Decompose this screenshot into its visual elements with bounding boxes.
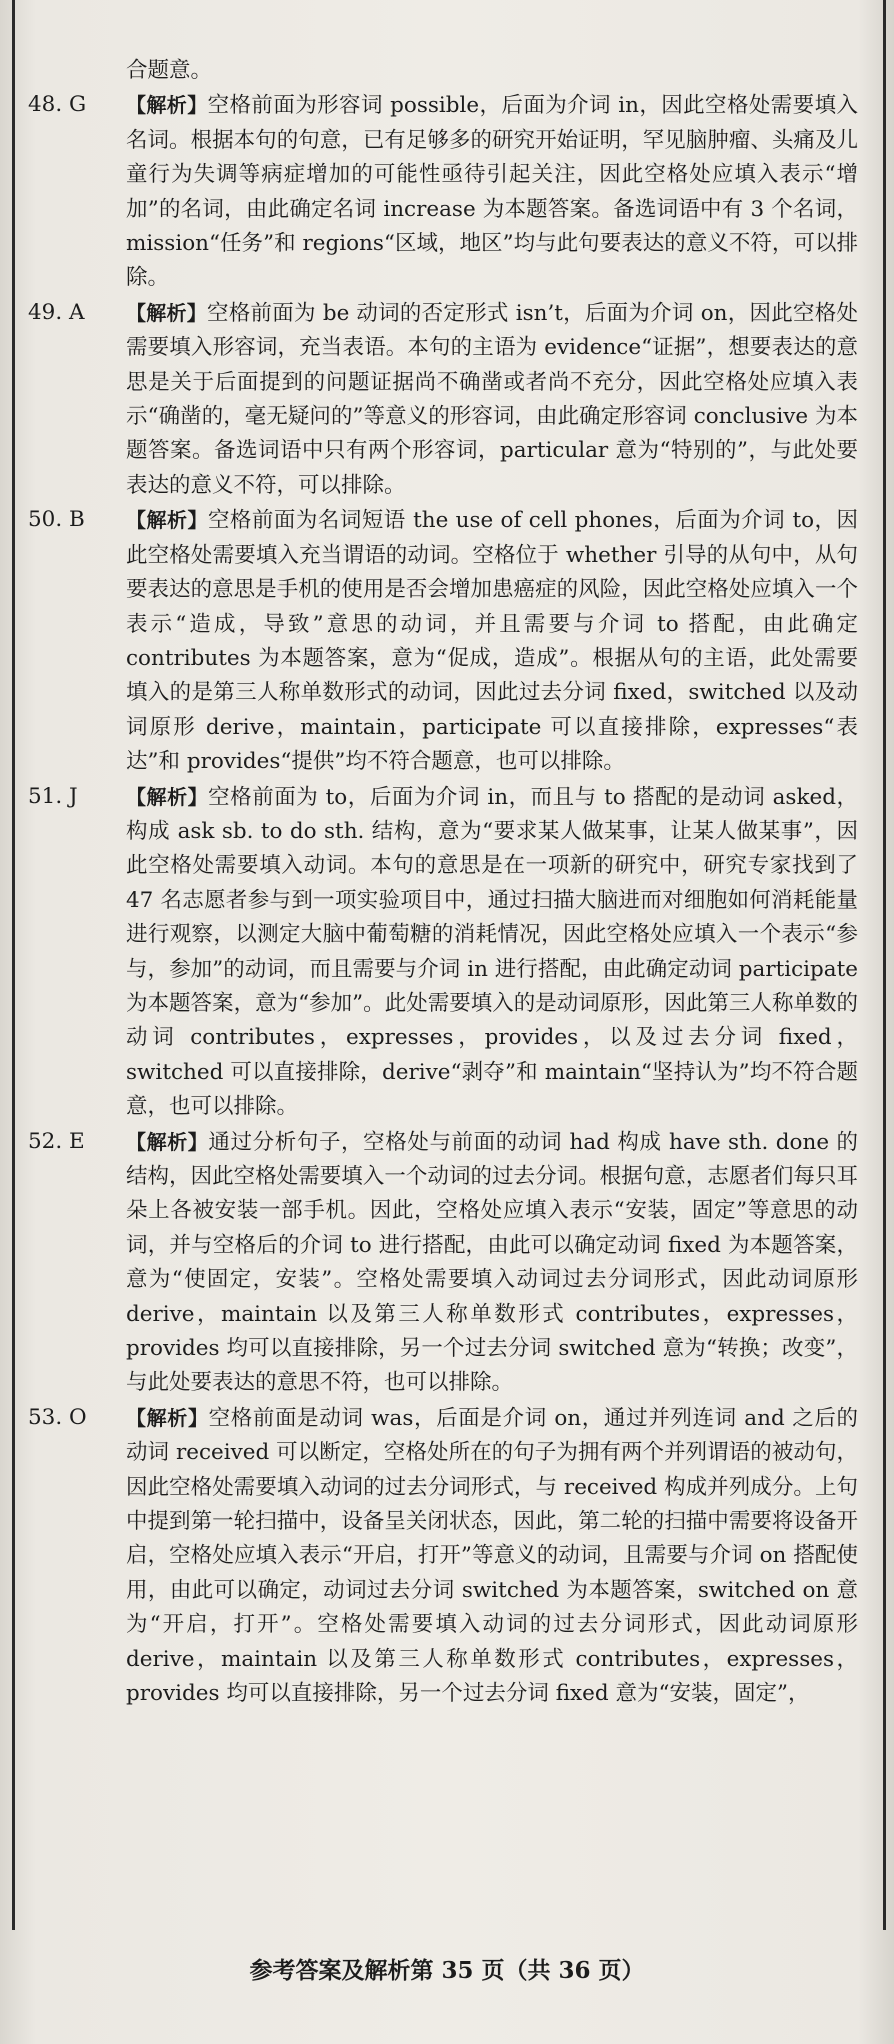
answer-explanations — [28, 54, 858, 1712]
continued-text: 合题意。 — [126, 58, 213, 83]
analysis-tag: 【解析】 — [126, 93, 208, 118]
explanation-text: 通过分析句子，空格处与前面的动词 had 构成 have sth. done 的结构，因此空格处需要填入一个动词的过去分词。根据句意，志愿者们每只耳朵上各被安装一部手机。因此，空格处应填入表示“安装，固定”等意思的动词，并与空格后的介词 to 进行搭配，由此可以确定动词 fixed 为本题答案，意为“使固定，安装”。空格处需要填入动词过去分词形式，因此动词原形 derive，maintain 以及第三人称单数形式 contributes，expresses，provides 均可以直接排除，另一个过去分词 switched 意为“转换；改变”，与此处要表达的意思不符，也可以排除。 — [126, 1129, 859, 1396]
left-margin-rule — [12, 0, 15, 1930]
answer-item-52 — [28, 1125, 858, 1401]
right-margin-rule — [883, 0, 886, 1930]
explanation-text: 空格前面为 to，后面为介词 in，而且与 to 搭配的是动词 asked，构成 ask sb. to do sth. 结构，意为“要求某人做某事，让某人做某事”，因此空格处需要填入动词。本句的意思是在一项新的研究中，研究专家找到了 47 名志愿者参与到一项实验项目中，通过扫描大脑进而对细胞如何消耗能量进行观察，以测定大脑中葡萄糖的消耗情况，因此空格处应填入一个表示“参与，参加”的动词，而且需要与介词 in 进行搭配，由此确定动词 participate 为本题答案，意为“参加”。此处需要填入的是动词原形，因此第三人称单数的动词 contributes，expresses，provides，以及过去分词 fixed，switched 可以直接排除，derive“剥夺”和 maintain“坚持认为”均不符合题意，也可以排除。 — [126, 784, 859, 1120]
answer-item-49 — [28, 296, 858, 503]
analysis-tag: 【解析】 — [126, 1129, 209, 1154]
answer-explanation — [126, 1125, 858, 1401]
answer-item-51 — [28, 780, 858, 1125]
answer-explanation — [126, 503, 858, 779]
analysis-tag: 【解析】 — [126, 1405, 209, 1430]
answer-item-48 — [28, 88, 858, 295]
answer-explanation — [126, 1401, 858, 1712]
page-footer: 参考答案及解析第 35 页（共 36 页） — [249, 1957, 645, 1984]
explanation-text: 空格前面是动词 was，后面是介词 on，通过并列连词 and 之后的动词 received 可以断定，空格处所在的句子为拥有两个并列谓语的被动句，因此空格处需要填入动词的过去分词形式，与 received 构成并列成分。上句中提到第一轮扫描中，设备呈关闭状态，因此，第二轮的扫描中需要将设备开启，空格处应填入表示“开启，打开”等意义的动词，且需要与介词 on 搭配使用，由此可以确定，动词过去分词 switched 为本题答案，switched on 意为“开启，打开”。空格处需要填入动词的过去分词形式，因此动词原形 derive，maintain 以及第三人称单数形式 contributes，expresses，provides 均可以直接排除，另一个过去分词 fixed 意为“安装，固定”， — [126, 1405, 858, 1707]
explanation-text: 空格前面为形容词 possible，后面为介词 in，因此空格处需要填入名词。根据本句的句意，已有足够多的研究开始证明，罕见脑肿瘤、头痛及儿童行为失调等病症增加的可能性亟待引起关注，因此空格处应填入表示“增加”的名词，由此确定名词 increase 为本题答案。备选词语中有 3 个名词，mission“任务”和 regions“区域，地区”均与此句要表达的意义不符，可以排除。 — [126, 93, 858, 291]
analysis-tag: 【解析】 — [126, 300, 207, 325]
explanation-text: 空格前面为名词短语 the use of cell phones，后面为介词 to，因此空格处需要填入充当谓语的动词。空格位于 whether 引导的从句中，从句要表达的意思是手机的使用是否会增加患癌症的风险，因此空格处应填入一个表示“造成，导致”意思的动词，并且需要与介词 to 搭配，由此确定 contributes 为本题答案，意为“促成，造成”。根据从句的主语，此处需要填入的是第三人称单数形式的动词，因此过去分词 fixed，switched 以及动词原形 derive，maintain，participate 可以直接排除，expresses“表达”和 provides“提供”均不符合题意，也可以排除。 — [126, 508, 859, 775]
answer-number: 51. J — [28, 783, 78, 809]
answer-explanation — [126, 296, 858, 503]
answer-number: 49. A — [28, 299, 85, 325]
answer-number: 53. O — [28, 1404, 87, 1430]
analysis-tag: 【解析】 — [126, 508, 208, 533]
answer-item-50 — [28, 503, 858, 779]
explanation-text: 空格前面为 be 动词的否定形式 isn’t，后面为介词 on，因此空格处需要填入形容词，充当表语。本句的主语为 evidence“证据”，想要表达的意思是关于后面提到的问题证据尚不确凿或者尚不充分，因此空格处应填入表示“确凿的，毫无疑问的”等意义的形容词，由此确定形容词 conclusive 为本题答案。备选词语中只有两个形容词，particular 意为“特别的”，与此处要表达的意义不符，可以排除。 — [126, 300, 859, 498]
answer-explanation — [126, 780, 858, 1125]
answer-number: 48. G — [28, 92, 87, 118]
answer-number: 52. E — [28, 1128, 85, 1154]
analysis-tag: 【解析】 — [126, 784, 209, 809]
answer-explanation — [126, 88, 858, 295]
answer-number: 50. B — [28, 507, 85, 533]
answer-item-53 — [28, 1401, 858, 1712]
